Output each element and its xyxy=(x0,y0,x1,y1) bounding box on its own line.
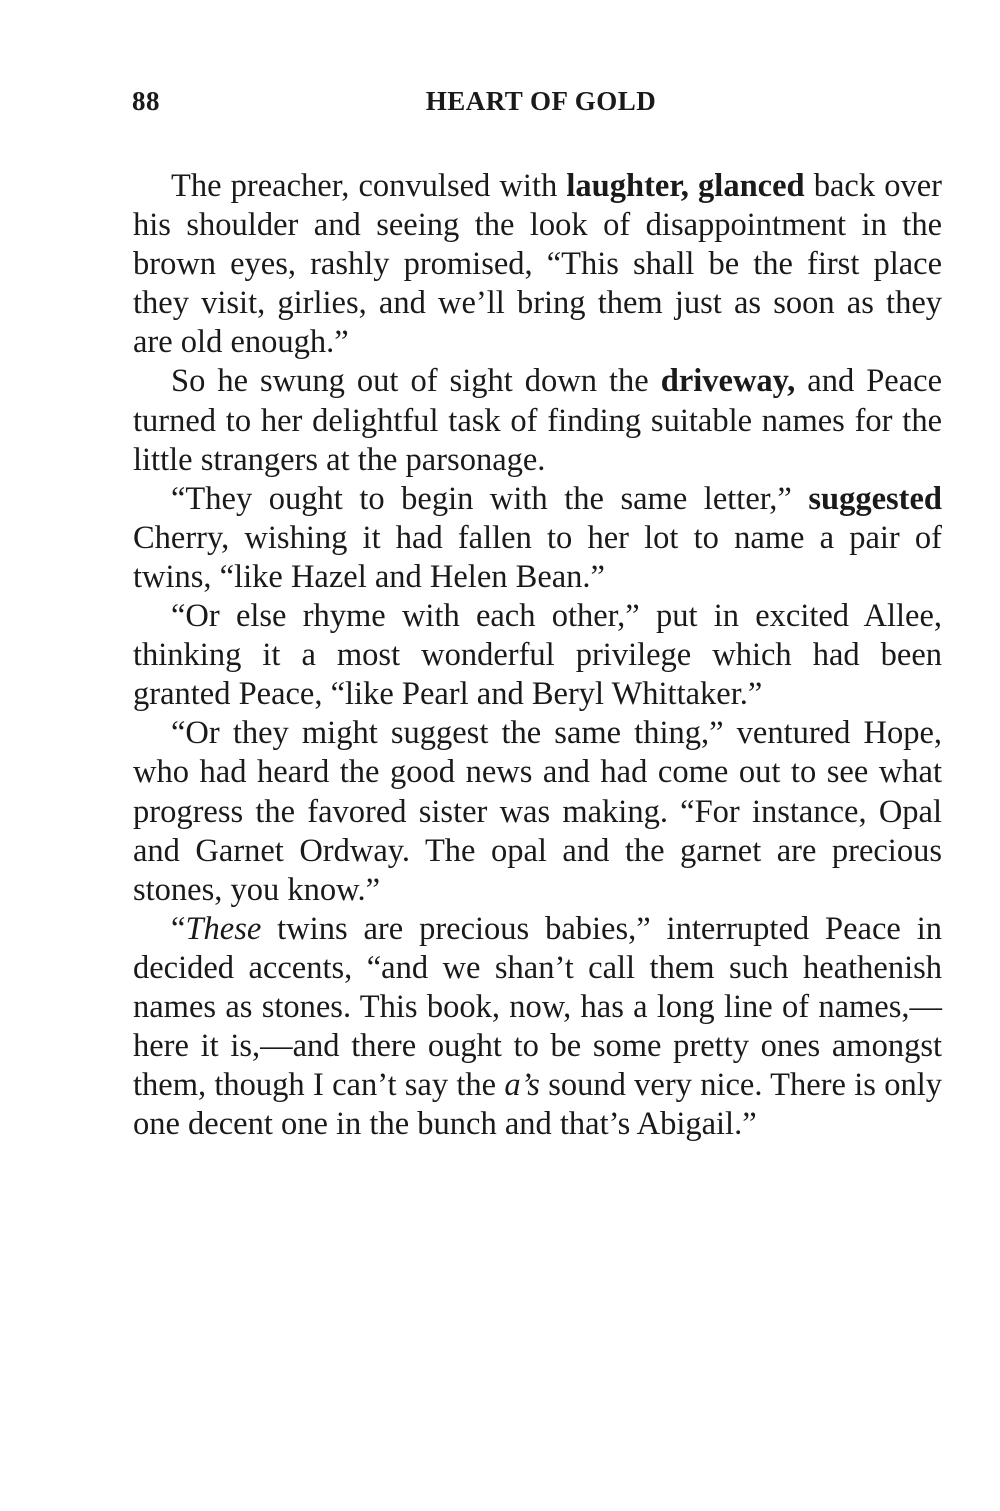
paragraph-2-text-c: and Peace turned to her delightful task of finding suitable names for the little strangers at the parsonage. xyxy=(133,363,943,478)
paragraph-1-text-c: back over his shoulder and seeing the look of disappointment in the brown eyes, rashly promised, “This shall be the first place they visit, girlies, and we’ll bring them just as soon as they are old enough.” xyxy=(133,168,942,361)
paragraph-6-text-a: twins are precious babies,” interrupted Peace in decided accents, “and we shan’t call them such heathenish names as stones. This book, now, has a long line of names,—here it is,—and there ought to be some pretty ones amongst them, though I can’t say the xyxy=(133,910,942,1104)
paragraph-1-text-b: laughter, glanced xyxy=(566,168,805,204)
body-text xyxy=(133,167,942,1144)
paragraph-6-text-b: sound very nice. There is only one decent one in the bunch and that’s Abigail.” xyxy=(133,1067,942,1143)
running-head xyxy=(132,86,942,126)
paragraph-2 xyxy=(133,362,942,479)
paragraph-4-text-a: “Or else rhyme with each other,” put in excited Allee, thinking it a most wonderful privilege which had been granted Peace, “like Pearl and Beryl Whittaker.” xyxy=(133,598,942,713)
paragraph-5 xyxy=(133,714,942,909)
paragraph-1-text-a: The preacher, convulsed with xyxy=(171,168,567,204)
paragraph-3-text-a: “They ought to begin with the same letter,” xyxy=(171,480,809,517)
paragraph-3 xyxy=(133,480,942,597)
page-number: 88 xyxy=(132,86,160,116)
paragraph-5-text-a: “Or they might suggest the same thing,” ventured Hope, who had heard the good news and had come out to see what progress the favored sister was making. “For instance, Opal and Garnet Ordway. The opal and the garnet are precious stones, you know.” xyxy=(133,715,942,908)
paragraph-4 xyxy=(133,597,942,714)
paragraph-6-italic-these: These xyxy=(185,910,262,947)
book-title: HEART OF GOLD xyxy=(425,86,657,116)
paragraph-6-open-quote: “ xyxy=(171,910,186,947)
paragraph-6-italic-as: a’s xyxy=(504,1067,540,1104)
paragraph-3-text-b: suggested xyxy=(808,480,942,517)
paragraph-3-text-c: Cherry, wishing it had fallen to her lot to name a pair of twins, “like Hazel and Helen Bean.” xyxy=(133,519,942,595)
paragraph-2-text-b: driveway, xyxy=(660,363,796,400)
paragraph-2-text-a: So he swung out of sight down the xyxy=(171,363,661,400)
paragraph-6 xyxy=(133,910,942,1145)
paragraph-1 xyxy=(133,167,942,362)
